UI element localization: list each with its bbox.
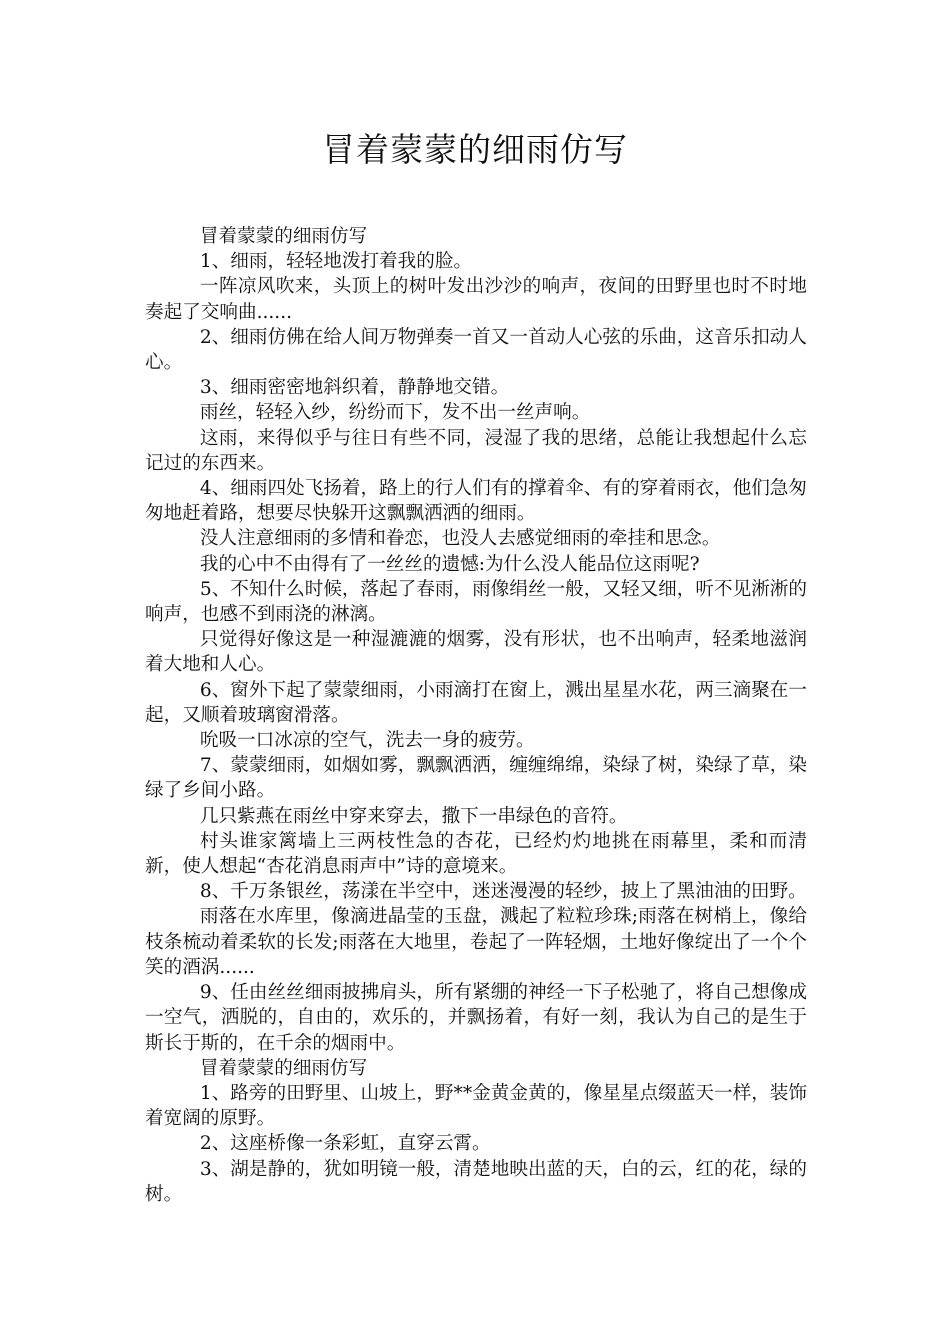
paragraph: 雨丝，轻轻入纱，纷纷而下，发不出一丝声响。 — [199, 402, 591, 424]
paragraph: 8、千万条银丝，荡漾在半空中，迷迷漫漫的轻纱，披上了黑油油的田野。 — [199, 881, 807, 903]
paragraph: 几只紫燕在雨丝中穿来穿去，撒下一串绿色的音符。 — [199, 805, 628, 827]
paragraph: 只觉得好像这是一种湿漉漉的烟雾，没有形状，也不出响声，轻柔地滋润着大地和人心。 — [145, 629, 807, 676]
paragraph: 2、细雨仿佛在给人间万物弹奏一首又一首动人心弦的乐曲，这音乐扣动人心。 — [145, 326, 807, 374]
paragraph: 3、细雨密密地斜织着，静静地交错。 — [199, 377, 510, 399]
paragraph: 我的心中不由得有了一丝丝的遗憾:为什么没人能品位这雨呢? — [199, 553, 700, 575]
paragraph: 3、湖是静的，犹如明镜一般，清楚地映出蓝的天，白的云，红的花，绿的树。 — [145, 1158, 807, 1205]
document-title: 冒着蒙蒙的细雨仿写 — [322, 130, 628, 169]
paragraph: 6、窗外下起了蒙蒙细雨，小雨滴打在窗上，溅出星星水花，两三滴聚在一起，又顺着玻璃窗滑落。 — [145, 679, 807, 726]
paragraph: 没人注意细雨的多情和眷恋，也没人去感觉细雨的牵挂和思念。 — [199, 528, 721, 550]
paragraph: 这雨，来得似乎与往日有些不同，浸湿了我的思绪，总能让我想起什么忘记过的东西来。 — [145, 427, 807, 474]
paragraph: 5、不知什么时候，落起了春雨，雨像绢丝一般，又轻又细，听不见淅淅的响声，也感不到雨浇的淋漓。 — [145, 578, 807, 626]
paragraph: 1、路旁的田野里、山坡上，野**金黄金黄的，像星星点缀蓝天一样，装饰着宽阔的原野。 — [145, 1082, 807, 1130]
paragraph: 1、细雨，轻轻地泼打着我的脸。 — [199, 251, 473, 273]
paragraph: 一阵凉风吹来，头顶上的树叶发出沙沙的响声，夜间的田野里也时不时地奏起了交响曲...... — [145, 276, 807, 323]
paragraph: 4、细雨四处飞扬着，路上的行人们有的撑着伞、有的穿着雨衣，他们急匆匆地赶着路，想要尽快躲开这飘飘洒洒的细雨。 — [145, 478, 807, 525]
paragraph: 村头谁家篱墙上三两枝性急的杏花，已经灼灼地挑在雨幕里，柔和而清新，使人想起“杏花消息雨声中”诗的意境来。 — [145, 830, 807, 878]
paragraph: 冒着蒙蒙的细雨仿写 — [199, 1057, 368, 1079]
paragraph: 2、这座桥像一条彩虹，直穿云霄。 — [199, 1133, 491, 1155]
paragraph: 吮吸一口冰凉的空气，洗去一身的疲劳。 — [199, 730, 535, 752]
paragraph: 雨落在水库里，像滴进晶莹的玉盘，溅起了粒粒珍珠;雨落在树梢上，像给枝条梳动着柔软的长发;雨落在大地里，卷起了一阵轻烟，土地好像绽出了一个个笑的酒涡...... — [145, 906, 807, 978]
paragraph: 9、任由丝丝细雨披拂肩头，所有紧绷的神经一下子松驰了，将自己想像成一空气，洒脱的，自由的，欢乐的，并飘扬着，有好一刻，我认为自己的是生于斯长于斯的，在千余的烟雨中。 — [145, 982, 807, 1054]
document-body — [145, 224, 807, 1207]
paragraph: 冒着蒙蒙的细雨仿写 — [199, 226, 368, 247]
paragraph: 7、蒙蒙细雨，如烟如雾，飘飘洒洒，缠缠绵绵，染绿了树，染绿了草，染绿了乡间小路。 — [145, 755, 807, 802]
